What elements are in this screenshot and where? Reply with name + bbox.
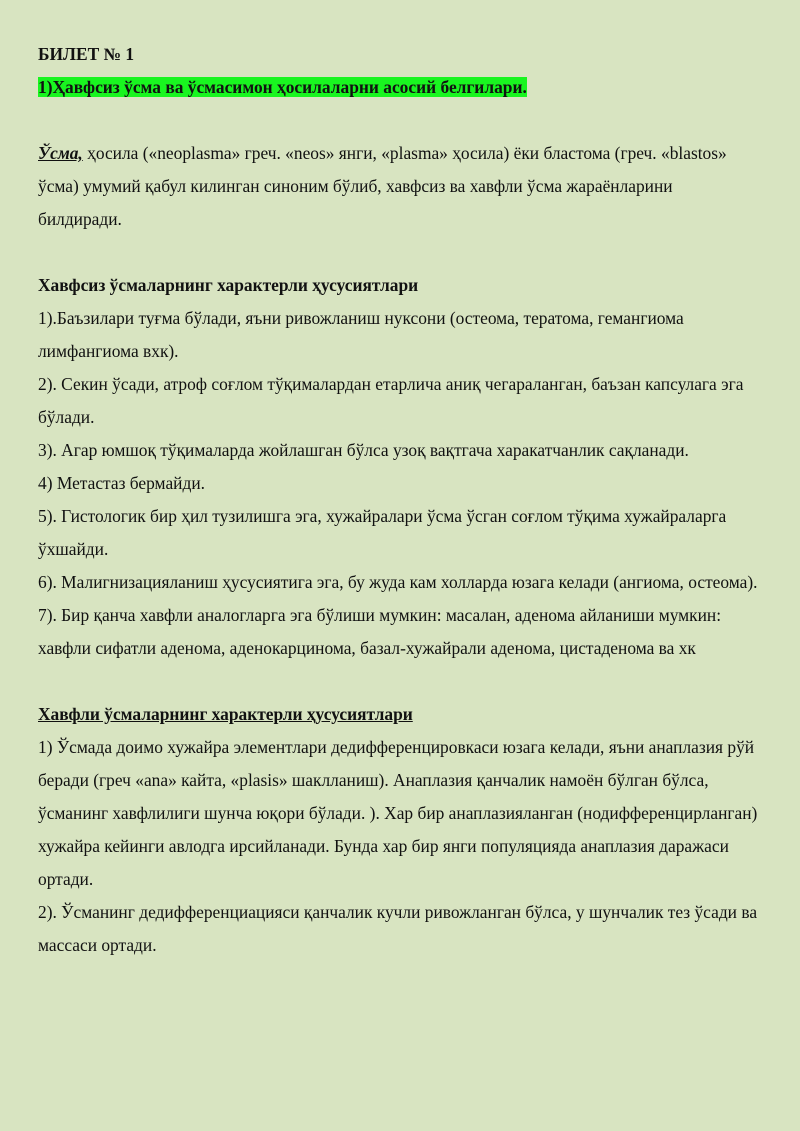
- question-line: [38, 71, 760, 104]
- question-highlight: 1)Ҳавфсиз ўсма ва ўсмасимон ҳосилаларни асосий белгилари.: [38, 77, 527, 97]
- benign-item-3: 3). Агар юмшоқ тўқималарда жойлашган бўлса узоқ вақтгача харакатчанлик сақланади.: [38, 440, 689, 460]
- benign-item-7: 7). Бир қанча хавфли аналогларга эга бўлиши мумкин: масалан, аденома айланиши мумкин: хавфли сифатли аденома, аденокарцинома, базал-хужайрали аденома, цистаденома ва хк: [38, 605, 722, 658]
- benign-item-1: 1).Баъзилари туғма бўлади, яъни ривожланиш нуксони (остеома, тератома, гемангиома лимфангиома вхк).: [38, 308, 684, 361]
- definition-paragraph: [38, 137, 760, 236]
- malignant-item-1: 1) Ўсмада доимо хужайра элементлари дедифференцировкаси юзага келади, яъни анаплазия рўй беради (греч «ana» кайта, «plasis» шаклланиш). Анаплазия қанчалик намоён бўлган бўлса, ўсманинг хавфлилиги шунча юқори бўлади. ). Хар бир анаплазияланган (нодифференцирланган) хужайра кейинги авлодга ирсийланади. Бунда хар бир янги популяцияда анаплазия даражаси ортади.: [38, 737, 758, 889]
- malignant-heading: Хавфли ўсмаларнинг характерли ҳусусиятлари: [38, 704, 413, 724]
- benign-item-4: 4) Метастаз бермайди.: [38, 473, 205, 493]
- spacer: [38, 665, 760, 698]
- spacer: [38, 104, 760, 137]
- benign-item-5: 5). Гистологик бир ҳил тузилишга эга, хужайралари ўсма ўсган соғлом тўқима хужайраларга ўхшайди.: [38, 506, 727, 559]
- benign-heading: Хавфсиз ўсмаларнинг характерли ҳусусиятлари: [38, 275, 419, 295]
- definition-term: Ўсма,: [38, 143, 83, 163]
- spacer: [38, 236, 760, 269]
- benign-item-6: 6). Малигнизацияланиш ҳусусиятига эга, бу жуда кам холларда юзага келади (ангиома, остеома).: [38, 572, 758, 592]
- definition-text: ҳосила («neoplasma» греч. «neos» янги, «plasma» ҳосила) ёки бластома (греч. «blastos» ўсма) умумий қабул килинган синоним бўлиб, хавфсиз ва хавфли ўсма жараёнларини билдиради.: [38, 143, 727, 229]
- benign-item-2: 2). Секин ўсади, атроф соғлом тўқималардан етарлича аниқ чегараланган, баъзан капсулага эга бўлади.: [38, 374, 744, 427]
- ticket-title: БИЛЕТ № 1: [38, 44, 135, 64]
- malignant-item-2: 2). Ўсманинг дедифференциацияси қанчалик кучли ривожланган бўлса, у шунчалик тез ўсади ва массаси ортади.: [38, 902, 758, 955]
